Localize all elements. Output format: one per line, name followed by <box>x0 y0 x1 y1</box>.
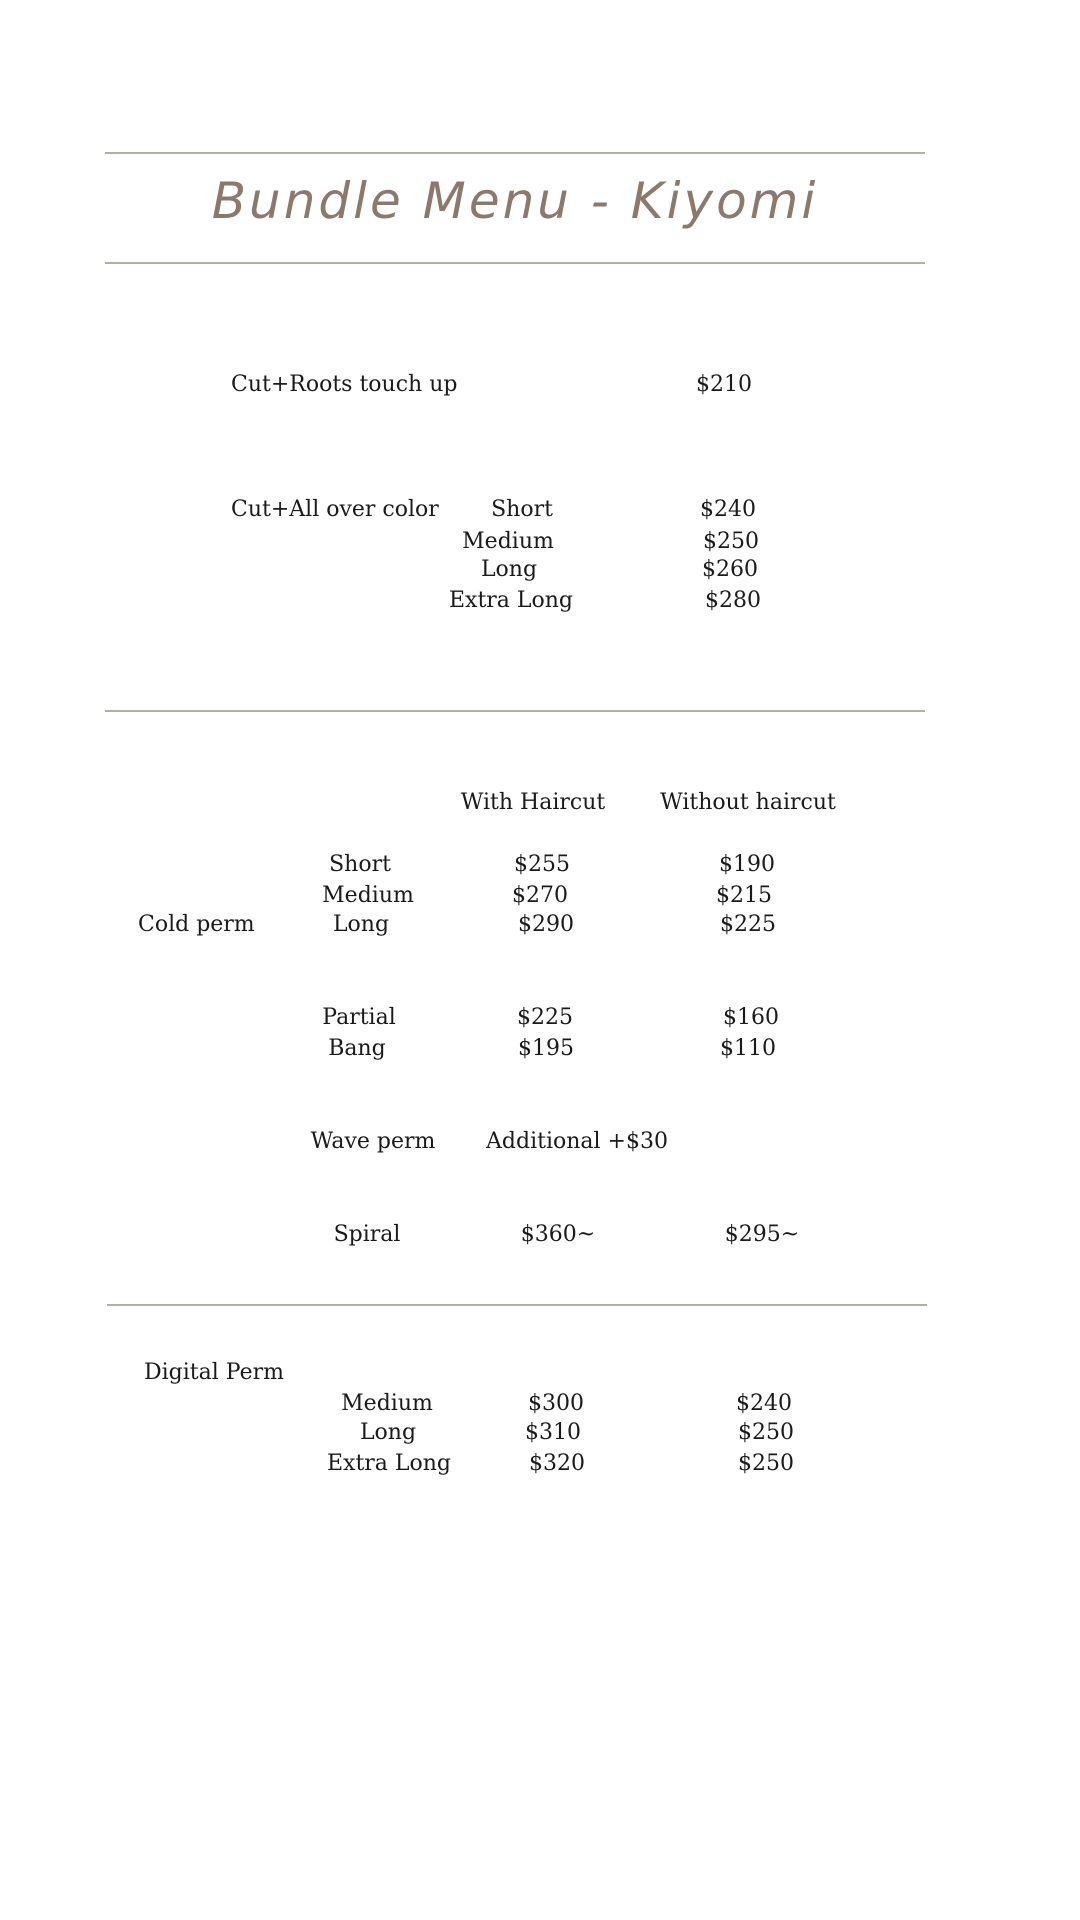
cold-without-medium: $215 <box>716 883 772 908</box>
cold-size-medium: Medium <box>322 883 414 908</box>
partial-with: $225 <box>517 1005 573 1030</box>
cold-size-short: Short <box>329 852 391 877</box>
digital-size-long: Long <box>359 1420 417 1445</box>
page-title: Bundle Menu - Kiyomi <box>211 172 819 230</box>
header-bottom-divider <box>105 262 925 264</box>
spiral-label: Spiral <box>333 1222 401 1247</box>
section-divider-2 <box>107 1304 927 1306</box>
header-top-divider <box>105 152 925 154</box>
all-over-size-medium: Medium <box>462 529 554 554</box>
digital-size-medium: Medium <box>341 1391 433 1416</box>
digital-perm-label: Digital Perm <box>144 1360 284 1385</box>
all-over-size-short: Short <box>491 497 553 522</box>
digital-without-long: $250 <box>738 1420 794 1445</box>
spiral-with: $360~ <box>520 1222 596 1247</box>
cold-without-short: $190 <box>719 852 775 877</box>
all-over-price-long: $260 <box>702 557 758 582</box>
partial-without: $160 <box>723 1005 779 1030</box>
section-divider-1 <box>105 710 925 712</box>
wave-perm-note: Additional +$30 <box>486 1129 668 1154</box>
cold-with-medium: $270 <box>512 883 568 908</box>
column-header-with-haircut: With Haircut <box>460 790 606 815</box>
bang-without: $110 <box>720 1036 776 1061</box>
roots-touch-up-label: Cut+Roots touch up <box>231 372 458 397</box>
all-over-size-long: Long <box>480 557 538 582</box>
all-over-price-medium: $250 <box>703 529 759 554</box>
cold-size-long: Long <box>332 912 390 937</box>
partial-size: Partial <box>322 1005 396 1030</box>
spiral-without: $295~ <box>724 1222 800 1247</box>
digital-with-extra-long: $320 <box>529 1451 585 1476</box>
cold-with-long: $290 <box>518 912 574 937</box>
column-header-without-haircut: Without haircut <box>660 790 836 815</box>
digital-size-extra-long: Extra Long <box>326 1451 452 1476</box>
wave-perm-label: Wave perm <box>310 1129 436 1154</box>
bang-with: $195 <box>518 1036 574 1061</box>
all-over-price-short: $240 <box>700 497 756 522</box>
cold-with-short: $255 <box>514 852 570 877</box>
all-over-color-label: Cut+All over color <box>231 497 439 522</box>
bang-size: Bang <box>328 1036 386 1061</box>
digital-with-medium: $300 <box>528 1391 584 1416</box>
cold-perm-label: Cold perm <box>138 912 255 937</box>
digital-without-medium: $240 <box>736 1391 792 1416</box>
roots-touch-up-price: $210 <box>696 372 752 397</box>
digital-without-extra-long: $250 <box>738 1451 794 1476</box>
digital-with-long: $310 <box>525 1420 581 1445</box>
cold-without-long: $225 <box>720 912 776 937</box>
all-over-price-extra-long: $280 <box>705 588 761 613</box>
all-over-size-extra-long: Extra Long <box>448 588 574 613</box>
